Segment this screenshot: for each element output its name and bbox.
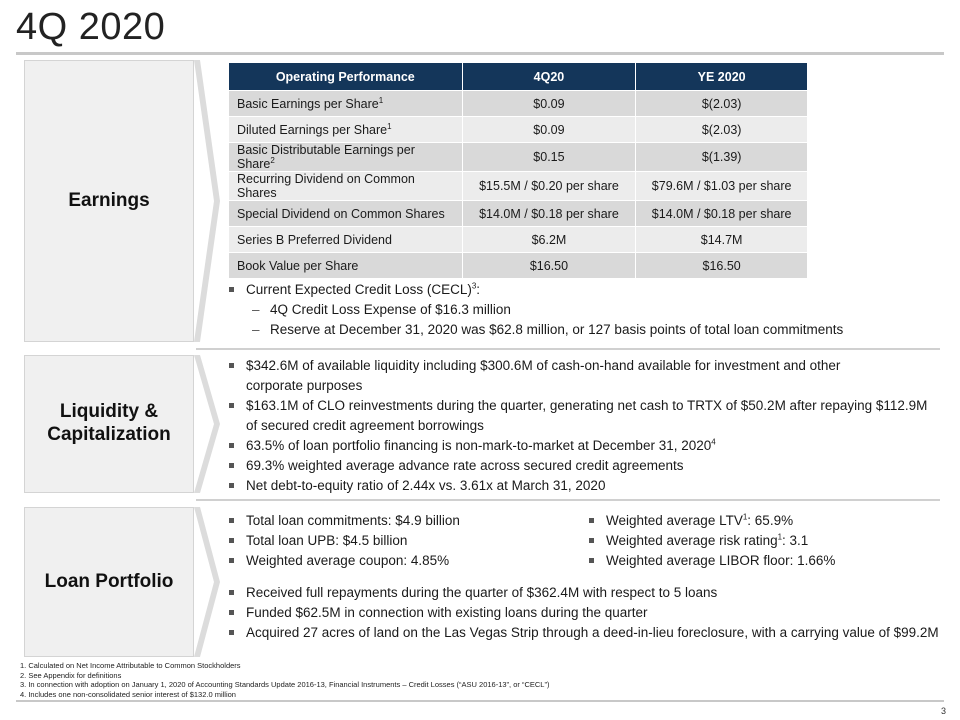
- bullet-square-icon: [229, 518, 234, 523]
- list-item: $163.1M of CLO reinvestments during the quarter, generating net cash to TRTX of $50.2M after repaying $112.9M of secured credit agreement borrowings: [228, 396, 940, 436]
- cell-4q20: $0.09: [462, 91, 636, 117]
- table-header-row: [229, 63, 808, 91]
- loan-bullets-right: [588, 511, 938, 571]
- earnings-bullets: [228, 280, 928, 340]
- footnote: 1. Calculated on Net Income Attributable to Common Stockholders: [20, 661, 241, 670]
- column-header: 4Q20: [462, 63, 636, 91]
- list-item: Acquired 27 acres of land on the Las Vegas Strip through a deed-in-lieu foreclosure, with a carrying value of $99.2M: [228, 623, 940, 643]
- footnote-ref: 1: [742, 512, 748, 522]
- table-row: [229, 227, 808, 253]
- row-label: Basic Distributable Earnings per Share$^2$: [229, 143, 463, 172]
- list-item: Total loan commitments: $4.9 billion: [228, 511, 568, 531]
- column-header: Operating Performance: [229, 63, 463, 91]
- table-row: [229, 201, 808, 227]
- footnote-ref: 1: [387, 121, 392, 131]
- cell-4q20: $14.0M / $0.18 per share: [462, 201, 636, 227]
- list-item: 63.5% of loan portfolio financing is non-mark-to-market at December 31, 2020$^4$: [228, 436, 940, 456]
- cell-ye2020: $(2.03): [636, 91, 808, 117]
- cell-4q20: $0.15: [462, 143, 636, 172]
- footnote-ref: 3: [471, 281, 477, 291]
- section-label-liquidity: Liquidity & Capitalization: [24, 355, 194, 493]
- table-row: [229, 172, 808, 201]
- row-label: Book Value per Share: [229, 253, 463, 279]
- table-row: [229, 253, 808, 279]
- cell-4q20: $16.50: [462, 253, 636, 279]
- list-item: – 4Q Credit Loss Expense of $16.3 million: [228, 300, 928, 320]
- footnote: 3. In connection with adoption on January 1, 2020 of Accounting Standards Update 2016-13, Financial Instruments – Credit Losses (“ASU 2016-13”, or “CECL”): [20, 680, 550, 689]
- loan-bullets-bottom: [228, 583, 940, 643]
- chevron-arrow-icon: [194, 60, 222, 342]
- bullet-square-icon: [229, 463, 234, 468]
- bullet-square-icon: [589, 518, 594, 523]
- row-label: Special Dividend on Common Shares: [229, 201, 463, 227]
- cell-ye2020: $(2.03): [636, 117, 808, 143]
- column-header: YE 2020: [636, 63, 808, 91]
- dash-bullet-icon: –: [252, 322, 260, 337]
- row-label: Series B Preferred Dividend: [229, 227, 463, 253]
- bullet-square-icon: [229, 610, 234, 615]
- list-item: Funded $62.5M in connection with existing loans during the quarter: [228, 603, 940, 623]
- cell-ye2020: $14.7M: [636, 227, 808, 253]
- row-label: Recurring Dividend on Common Shares: [229, 172, 463, 201]
- table-row: [229, 117, 808, 143]
- row-label: Basic Earnings per Share$^1$: [229, 91, 463, 117]
- chevron-arrow-icon: [194, 507, 222, 657]
- cell-4q20: $0.09: [462, 117, 636, 143]
- page-number: 3: [940, 706, 946, 716]
- footnote-ref: 4: [711, 437, 716, 447]
- cell-ye2020: $14.0M / $0.18 per share: [636, 201, 808, 227]
- chevron-arrow-icon: [194, 355, 222, 493]
- title-divider: [16, 52, 944, 55]
- section-divider: [196, 348, 940, 350]
- list-item: 69.3% weighted average advance rate across secured credit agreements: [228, 456, 940, 476]
- cell-ye2020: $16.50: [636, 253, 808, 279]
- table-row: [229, 143, 808, 172]
- table-row: [229, 91, 808, 117]
- cell-4q20: $15.5M / $0.20 per share: [462, 172, 636, 201]
- bullet-square-icon: [229, 403, 234, 408]
- bullet-square-icon: [229, 590, 234, 595]
- bullet-square-icon: [229, 558, 234, 563]
- footer-divider: [16, 700, 944, 702]
- footnote-ref: 2: [270, 155, 275, 165]
- bullet-square-icon: [229, 287, 234, 292]
- bullet-square-icon: [229, 538, 234, 543]
- bullet-square-icon: [229, 363, 234, 368]
- operating-performance-table: [228, 62, 808, 279]
- liquidity-bullets: [228, 356, 940, 496]
- list-item: Weighted average risk rating$^1$: 3.1: [588, 531, 938, 551]
- row-label: Diluted Earnings per Share$^1$: [229, 117, 463, 143]
- list-item: Weighted average coupon: 4.85%: [228, 551, 568, 571]
- loan-bullets-left: [228, 511, 568, 571]
- list-item: Total loan UPB: $4.5 billion: [228, 531, 568, 551]
- section-label-earnings: Earnings: [24, 60, 194, 342]
- cell-ye2020: $(1.39): [636, 143, 808, 172]
- footnote-ref: 1: [378, 95, 384, 105]
- section-divider: [196, 499, 940, 501]
- footnote-ref: 1: [777, 532, 783, 542]
- bullet-square-icon: [589, 558, 594, 563]
- cell-ye2020: $79.6M / $1.03 per share: [636, 172, 808, 201]
- footnotes: [20, 661, 549, 699]
- list-item: – Reserve at December 31, 2020 was $62.8 million, or 127 basis points of total loan commitments: [228, 320, 928, 340]
- bullet-square-icon: [229, 483, 234, 488]
- list-item: Net debt-to-equity ratio of 2.44x vs. 3.61x at March 31, 2020: [228, 476, 940, 496]
- page-title: 4Q 2020: [16, 6, 166, 48]
- list-item: Current Expected Credit Loss (CECL)$^3$:: [228, 280, 928, 300]
- bullet-square-icon: [589, 538, 594, 543]
- bullet-square-icon: [229, 630, 234, 635]
- cell-4q20: $6.2M: [462, 227, 636, 253]
- list-item: $342.6M of available liquidity including $300.6M of cash-on-hand available for investment and other: [228, 356, 940, 376]
- footnote: 4. Includes one non-consolidated senior interest of $132.0 million: [20, 689, 236, 699]
- dash-bullet-icon: –: [252, 302, 260, 317]
- section-label-loan-portfolio: Loan Portfolio: [24, 507, 194, 657]
- footnote: 2. See Appendix for definitions: [20, 670, 122, 680]
- list-item-continuation: corporate purposes: [246, 378, 363, 393]
- list-item: Received full repayments during the quarter of $362.4M with respect to 5 loans: [228, 583, 940, 603]
- list-item: Weighted average LIBOR floor: 1.66%: [588, 551, 938, 571]
- list-item: Weighted average LTV$^1$: 65.9%: [588, 511, 938, 531]
- bullet-square-icon: [229, 443, 234, 448]
